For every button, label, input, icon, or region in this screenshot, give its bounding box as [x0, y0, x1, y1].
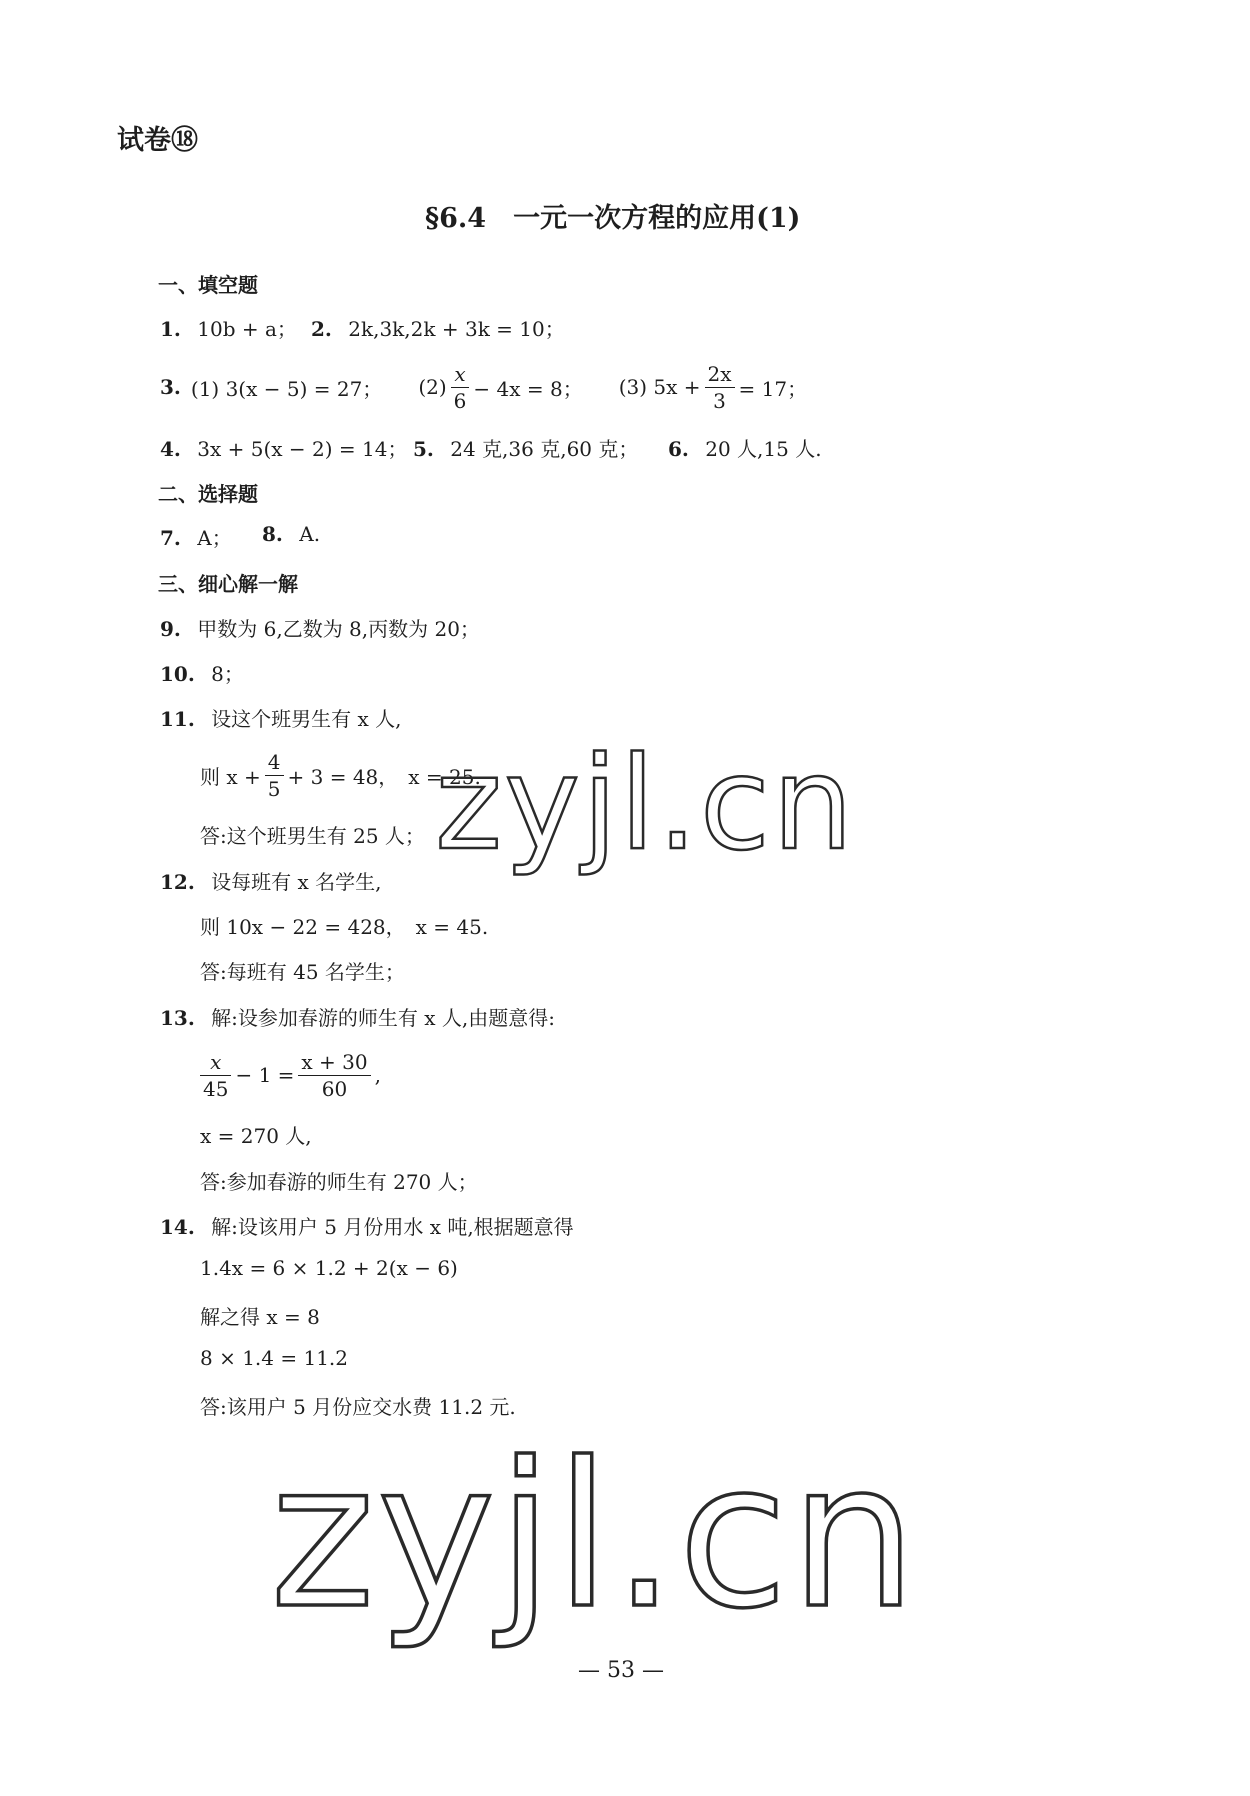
q8-answer	[262, 522, 320, 546]
q6-number: 6.	[668, 437, 689, 461]
q13-setup: 解:设参加春游的师生有 x 人,由题意得:	[211, 1006, 555, 1030]
page-title: §6.4 一元一次方程的应用(1)	[425, 203, 801, 234]
q3-number: 3.	[160, 375, 181, 399]
q13-line1	[160, 1002, 555, 1031]
watermark-lower: zyjl.cn	[270, 1420, 919, 1653]
q5-text: 24 克,36 克,60 克；	[450, 437, 639, 461]
section-heading-solve: 三、细心解一解	[158, 572, 298, 596]
q2-number: 2.	[311, 317, 332, 341]
q12-equation: 则 10x − 22 = 428， x = 45.	[200, 915, 489, 939]
q7-number: 7.	[160, 526, 181, 550]
q10-number: 10.	[160, 662, 195, 686]
watermark-upper: zyjl.cn	[435, 730, 856, 879]
q5-number: 5.	[413, 437, 434, 461]
q14-answer-text: 答:该用户 5 月份应交水费 11.2 元.	[200, 1395, 516, 1419]
q4-number: 4.	[160, 437, 181, 461]
q13-eq-tail: ,	[374, 1063, 381, 1087]
q3-part1: (1) 3(x − 5) = 27；	[190, 376, 383, 401]
q2-answer	[311, 313, 565, 342]
section-heading-choice: 二、选择题	[158, 482, 258, 506]
q3-part2-fraction: $\frac{x}{6}$	[451, 363, 470, 412]
q11-setup: 设这个班男生有 x 人,	[211, 707, 402, 731]
q1-answer	[160, 313, 297, 342]
q1-text: 10b + a；	[197, 317, 297, 341]
q12-line1	[160, 866, 382, 895]
q13-number: 13.	[160, 1006, 195, 1030]
q8-text: A.	[299, 522, 321, 546]
q9-answer	[160, 613, 480, 642]
q4-text: 3x + 5(x − 2) = 14；	[197, 437, 408, 461]
q3-part3-label: (3) 5x +	[618, 375, 701, 399]
q13-fraction-left: $\frac{x}{45}$	[200, 1051, 231, 1100]
q3-part3-rest: = 17；	[738, 376, 808, 401]
q13-result: x = 270 人,	[200, 1124, 312, 1148]
section-heading-fill-blank: 一、填空题	[158, 273, 258, 297]
q9-number: 9.	[160, 617, 181, 641]
q5-answer	[413, 433, 638, 462]
q6-answer	[668, 433, 822, 462]
q4-answer	[160, 433, 407, 462]
q11-number: 11.	[160, 707, 195, 731]
q14-setup: 解:设该用户 5 月份用水 x 吨,根据题意得	[211, 1215, 574, 1239]
q11-eq-prefix: 则 x +	[200, 764, 261, 789]
q14-calculation: 8 × 1.4 = 11.2	[200, 1346, 349, 1370]
q2-text: 2k,3k,2k + 3k = 10；	[348, 317, 565, 341]
q13-fraction-right: $\frac{x + 30}{60}$	[298, 1051, 370, 1100]
q9-text: 甲数为 6,乙数为 8,丙数为 20；	[197, 617, 480, 641]
q3-part2-rest: − 4x = 8；	[473, 376, 583, 401]
q7-answer	[160, 522, 232, 551]
page-number: — 53 —	[578, 1658, 664, 1683]
q10-answer	[160, 658, 244, 687]
q14-equation: 1.4x = 6 × 1.2 + 2(x − 6)	[200, 1256, 458, 1280]
q10-text: 8；	[211, 662, 244, 686]
q3-part2-label: (2)	[418, 375, 447, 399]
q13-answer-text: 答:参加春游的师生有 270 人；	[200, 1170, 478, 1194]
q8-number: 8.	[262, 522, 283, 546]
q6-text: 20 人,15 人.	[705, 437, 822, 461]
q12-number: 12.	[160, 870, 195, 894]
q1-number: 1.	[160, 317, 181, 341]
q7-text: A；	[197, 526, 232, 550]
q11-fraction: $\frac{4}{5}$	[265, 751, 284, 800]
q14-line1	[160, 1211, 574, 1240]
q13-equation	[196, 1048, 381, 1102]
q14-solution: 解之得 x = 8	[200, 1305, 320, 1329]
q3-answer	[160, 362, 807, 412]
q11-line1	[160, 703, 402, 732]
q14-number: 14.	[160, 1215, 195, 1239]
q13-eq-middle: − 1 =	[235, 1063, 295, 1087]
q12-setup: 设每班有 x 名学生,	[211, 870, 382, 894]
q11-eq-suffix: + 3 = 48， x = 25.	[287, 764, 481, 789]
q11-answer-text: 答:这个班男生有 25 人；	[200, 824, 425, 848]
paper-tag: 试卷⑱	[117, 125, 198, 156]
q3-part3-fraction: $\frac{2x}{3}$	[705, 363, 735, 412]
q12-answer-text: 答:每班有 45 名学生；	[200, 960, 405, 984]
